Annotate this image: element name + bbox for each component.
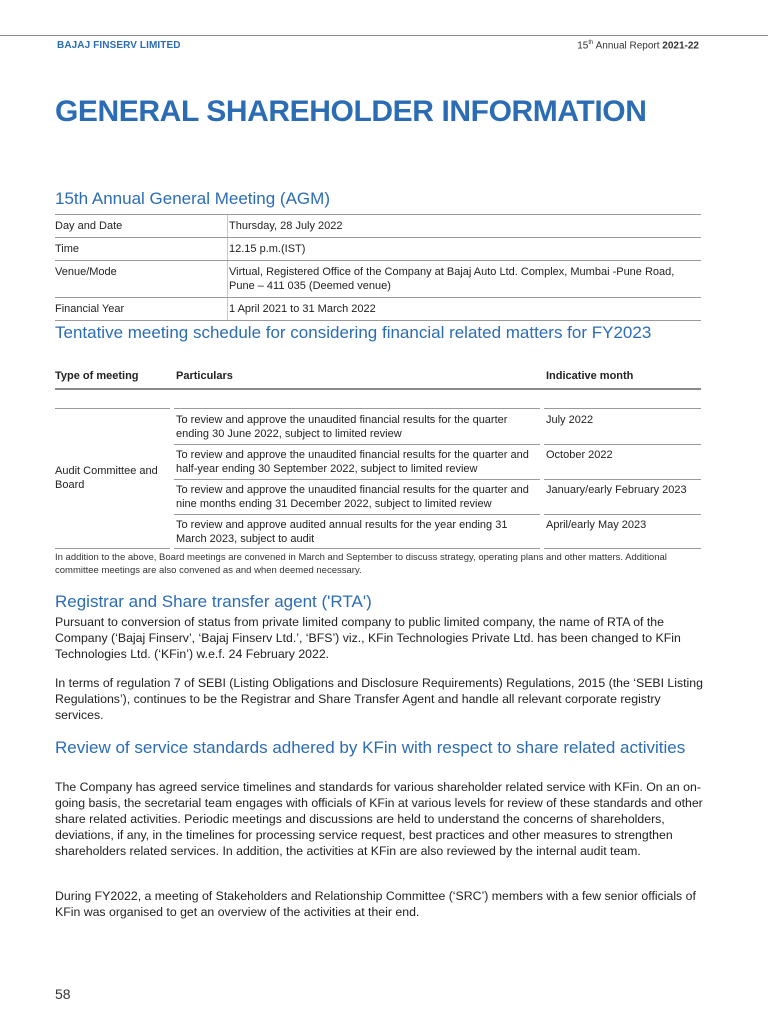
page-title: GENERAL SHAREHOLDER INFORMATION <box>55 95 647 128</box>
page-number: 58 <box>55 986 71 1002</box>
agm-label: Day and Date <box>55 220 123 232</box>
schedule-rule <box>174 548 540 549</box>
schedule-particulars: To review and approve the unaudited financial results for the quarter and nine months ending 31 December 2022, subject to limited review <box>176 484 529 510</box>
schedule-header-rule <box>55 388 701 390</box>
company-name: BAJAJ FINSERV LIMITED <box>57 40 181 51</box>
agm-label: Time <box>55 243 80 255</box>
agm-value: 1 April 2021 to 31 March 2022 <box>227 298 701 320</box>
header-rule <box>0 35 768 36</box>
schedule-rule <box>544 444 701 445</box>
schedule-rule <box>174 479 540 480</box>
schedule-rule <box>55 548 170 549</box>
schedule-meeting-type: Audit Committee and Board <box>55 465 158 491</box>
review-heading: Review of service standards adhered by KFin with respect to share related activities <box>55 738 686 757</box>
agm-value: Virtual, Registered Office of the Company at Bajaj Auto Ltd. Complex, Mumbai -Pune Road, Pune – 411 035 (Deemed venue) <box>227 261 701 297</box>
schedule-particulars: To review and approve the unaudited financial results for the quarter ending 30 June 2022, subject to limited review <box>176 414 508 440</box>
agm-row-financial-year <box>55 297 701 321</box>
schedule-particulars: To review and approve audited annual results for the year ending 31 March 2023, subject to audit <box>176 519 508 545</box>
schedule-particulars: To review and approve the unaudited financial results for the quarter and half-year ending 30 September 2022, subject to limited review <box>176 449 529 475</box>
agm-label: Financial Year <box>55 303 125 315</box>
schedule-rule <box>174 408 540 409</box>
agm-label: Venue/Mode <box>55 266 117 278</box>
schedule-rule <box>544 514 701 515</box>
agm-heading: 15th Annual General Meeting (AGM) <box>55 189 330 208</box>
schedule-col-particulars: Particulars <box>176 370 233 382</box>
rta-paragraph-1: Pursuant to conversion of status from private limited company to public limited company, the name of RTA of the Company (‘Bajaj Finserv’, ‘Bajaj Finserv Ltd.’, ‘BFS’) viz., KFin Technologies Private Ltd. has been changed to KFin Technologies Ltd. (‘KFin’) w.e.f. 24 February 2022. <box>55 615 681 661</box>
report-title <box>577 40 699 51</box>
schedule-month: April/early May 2023 <box>546 519 647 531</box>
schedule-rule <box>544 548 701 549</box>
rta-paragraph-2: In terms of regulation 7 of SEBI (Listing Obligations and Disclosure Requirements) Regulations, 2015 (the ‘SEBI Listing Regulations’), continues to be the Registrar and Share Transfer Agent and handle all relevant corporate registry services. <box>55 676 703 722</box>
review-paragraph-1: The Company has agreed service timelines and standards for various shareholder related service with KFin. On an on-going basis, the secretarial team engages with officials of KFin at various levels for review of these standards and other share related activities. Periodic meetings and discussions are held to understand the concerns of shareholders, deviations, if any, in the timelines for processing service request, best practices and other measures to strengthen shareholders related services. In addition, the activities at KFin are also reviewed by the internal audit team. <box>55 780 703 858</box>
schedule-rule <box>174 514 540 515</box>
agm-table <box>55 214 701 321</box>
review-paragraph-2: During FY2022, a meeting of Stakeholders and Relationship Committee (‘SRC’) members with a few senior officials of KFin was organised to get an overview of the activities at their end. <box>55 889 696 919</box>
schedule-heading: Tentative meeting schedule for considering financial related matters for FY2023 <box>55 323 652 342</box>
rta-heading: Registrar and Share transfer agent ('RTA') <box>55 592 372 611</box>
schedule-month: July 2022 <box>546 414 594 426</box>
agm-row-date <box>55 214 701 237</box>
schedule-col-type: Type of meeting <box>55 370 139 382</box>
report-year: 2021-22 <box>662 40 699 52</box>
agm-value: 12.15 p.m.(IST) <box>227 238 701 260</box>
schedule-note: In addition to the above, Board meetings are convened in March and September to discuss strategy, operating plans and other matters. Additional committee meetings are also convened as and when deemed necessary. <box>55 552 667 576</box>
schedule-rule <box>174 444 540 445</box>
agm-row-venue <box>55 260 701 297</box>
schedule-month: January/early February 2023 <box>546 484 687 496</box>
report-label: Annual Report <box>593 40 663 52</box>
schedule-rule <box>544 479 701 480</box>
schedule-rule <box>55 408 170 409</box>
agm-row-time <box>55 237 701 260</box>
schedule-month: October 2022 <box>546 449 613 461</box>
report-number: 15 <box>577 40 589 52</box>
report-ordinal: th <box>588 40 594 46</box>
schedule-col-month: Indicative month <box>546 370 634 382</box>
agm-value: Thursday, 28 July 2022 <box>227 215 701 237</box>
schedule-rule <box>544 408 701 409</box>
